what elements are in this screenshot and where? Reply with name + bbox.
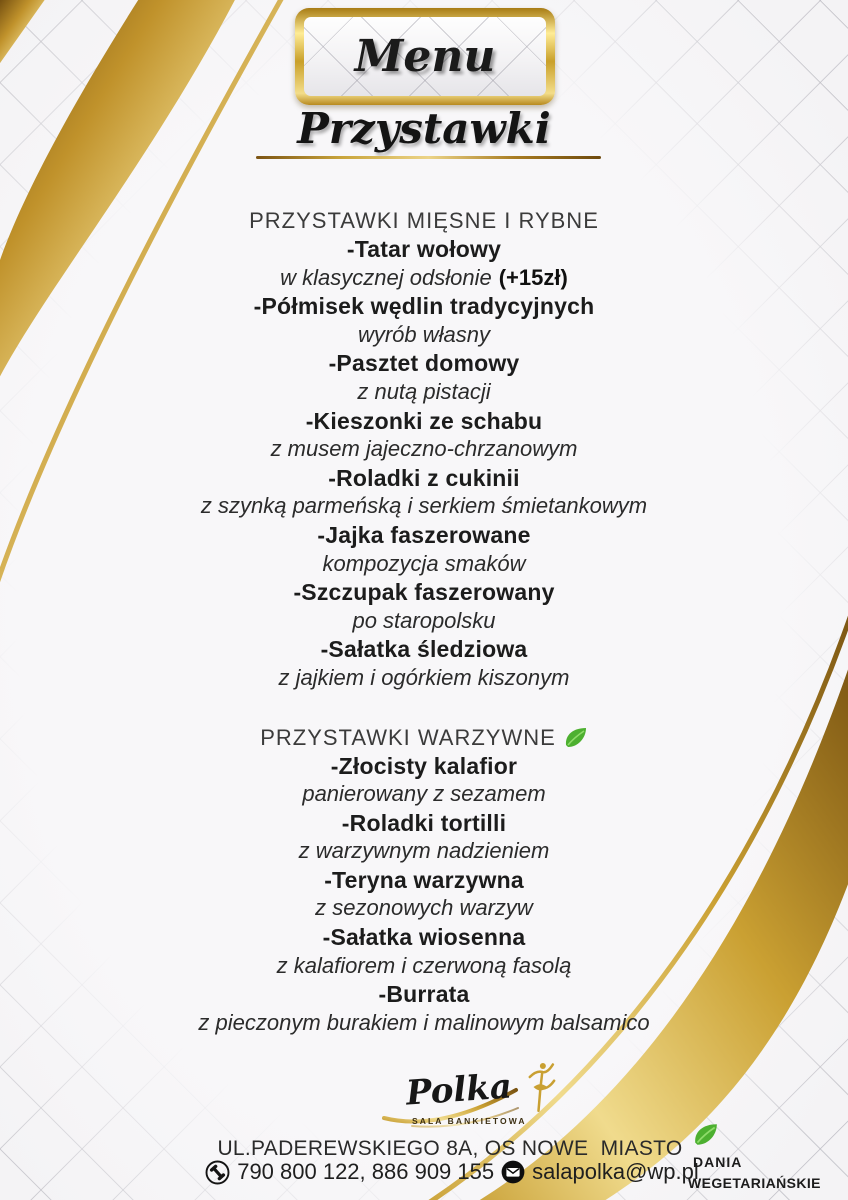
phone-numbers: 790 800 122, 886 909 155 bbox=[237, 1159, 495, 1184]
menu-title: Menu bbox=[354, 31, 496, 82]
veg-badge-line2: WEGETARIAŃSKIE bbox=[688, 1175, 821, 1191]
menu-item-name: -Sałatka śledziowa bbox=[320, 636, 528, 663]
menu-item-name: -Szczupak faszerowany bbox=[293, 579, 555, 606]
menu-item-name: -Burrata bbox=[378, 981, 470, 1008]
menu-item-name: -Teryna warzywna bbox=[324, 866, 524, 893]
menu-item-desc: wyrób własny bbox=[357, 321, 491, 347]
menu-item-desc: z nutą pistacji bbox=[357, 378, 491, 404]
menu-item-name: -Kieszonki ze schabu bbox=[305, 407, 543, 434]
menu-item-desc: kompozycja smaków bbox=[322, 550, 526, 576]
menu-item-desc: panierowany z sezamem bbox=[302, 781, 546, 807]
menu-item-desc: z pieczonym burakiem i malinowym balsamico bbox=[198, 1009, 650, 1035]
menu-item-desc: z jajkiem i ogórkiem kiszonym bbox=[278, 664, 570, 690]
leaf-icon bbox=[563, 726, 588, 749]
logo bbox=[390, 1066, 550, 1134]
section-heading bbox=[0, 206, 848, 235]
menu-item-name: -Złocisty kalafior bbox=[330, 752, 518, 779]
menu-item-name: -Roladki tortilli bbox=[341, 809, 507, 836]
menu-title-box-inner bbox=[304, 17, 546, 96]
leaf-icon bbox=[692, 1122, 719, 1147]
menu-item-desc: z sezonowych warzyw bbox=[315, 895, 533, 921]
logo-name: Polka bbox=[404, 1066, 514, 1114]
gold-divider bbox=[256, 156, 601, 159]
section-heading bbox=[0, 723, 848, 752]
menu-item-desc: z szynką parmeńską i serkiem śmietankowym bbox=[200, 493, 648, 519]
section-vegetable bbox=[0, 723, 848, 1038]
section-heading-text: PRZYSTAWKI WARZYWNE bbox=[260, 724, 556, 750]
menu-title-box bbox=[295, 8, 555, 105]
section-heading-text: PRZYSTAWKI MIĘSNE I RYBNE bbox=[249, 208, 599, 233]
ballerina-icon bbox=[526, 1062, 556, 1112]
logo-subtitle: SALA BANKIETOWA bbox=[412, 1116, 527, 1126]
menu-list bbox=[0, 206, 848, 1037]
menu-item-desc: z musem jajeczno-chrzanowym bbox=[270, 436, 578, 462]
veg-badge bbox=[688, 1152, 848, 1194]
veg-badge-line1: DANIA bbox=[693, 1154, 743, 1170]
menu-item-desc-text: w klasycznej odsłonie bbox=[280, 264, 492, 290]
phone-icon bbox=[205, 1160, 230, 1185]
email-address: salapolka@wp.pl bbox=[532, 1159, 699, 1184]
category-title: Przystawki bbox=[297, 104, 551, 153]
address-line: UL.PADEREWSKIEGO 8A, OS NOWE MIASTO bbox=[217, 1137, 683, 1160]
menu-item-name: -Pasztet domowy bbox=[328, 350, 520, 377]
envelope-icon bbox=[501, 1160, 525, 1184]
menu-item-desc: z warzywnym nadzieniem bbox=[298, 838, 550, 864]
menu-item-desc bbox=[0, 264, 848, 293]
menu-item-name: -Jajka faszerowane bbox=[317, 521, 531, 548]
section-meat-fish bbox=[0, 206, 848, 693]
price-note: (+15zł) bbox=[498, 264, 568, 290]
menu-item-name: -Półmisek wędlin tradycyjnych bbox=[253, 293, 595, 320]
menu-item-name: -Tatar wołowy bbox=[346, 236, 502, 262]
menu-item-desc: z kalafiorem i czerwoną fasolą bbox=[276, 952, 572, 978]
menu-item-name: -Sałatka wiosenna bbox=[322, 924, 526, 951]
menu-item-name: -Roladki z cukinii bbox=[328, 464, 520, 491]
menu-item-desc: po staropolsku bbox=[352, 607, 496, 633]
